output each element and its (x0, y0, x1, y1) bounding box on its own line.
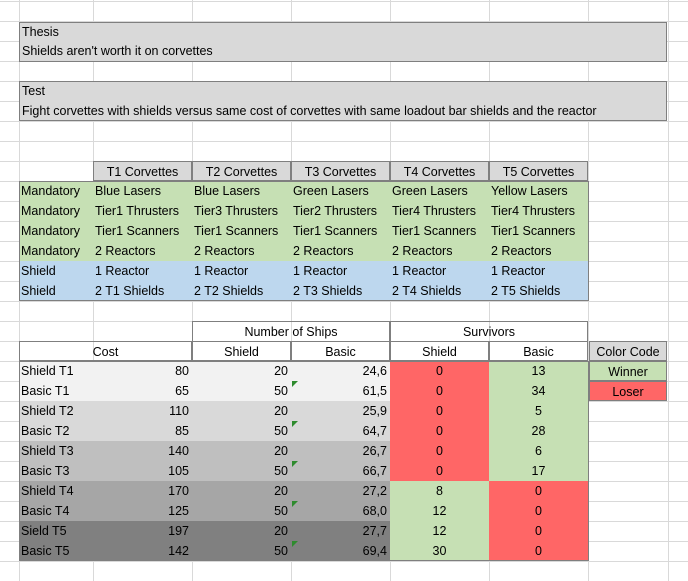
result-cost: 65 (93, 381, 192, 401)
result-survivors-shield: 0 (390, 381, 489, 401)
loadout-column-header: T5 Corvettes (489, 161, 588, 181)
result-row-name: Sield T5 (19, 521, 93, 541)
result-survivors-basic: 0 (489, 501, 588, 521)
loadout-row-label: Mandatory (19, 201, 93, 221)
result-row-name: Shield T2 (19, 401, 93, 421)
loadout-cell: Yellow Lasers (489, 181, 588, 201)
loadout-column-header: T4 Corvettes (390, 161, 489, 181)
result-ships-shield: 20 (192, 521, 291, 541)
loadout-cell: 2 Reactors (489, 241, 588, 261)
result-survivors-shield: 8 (390, 481, 489, 501)
result-ships-basic: 66,7 (291, 461, 390, 481)
loadout-cell: 1 Reactor (390, 261, 489, 281)
result-cost: 80 (93, 361, 192, 381)
loadout-cell: 1 Reactor (291, 261, 390, 281)
result-survivors-basic: 0 (489, 521, 588, 541)
result-survivors-basic: 6 (489, 441, 588, 461)
result-survivors-basic: 28 (489, 421, 588, 441)
result-survivors-shield: 30 (390, 541, 489, 561)
result-survivors-shield: 0 (390, 361, 489, 381)
loadout-row-label: Mandatory (19, 221, 93, 241)
loadout-row-label: Shield (19, 261, 93, 281)
ships-group-header: Number of Ships (192, 321, 390, 341)
survivors-shield-header: Shield (390, 341, 489, 361)
loadout-cell: 2 T1 Shields (93, 281, 192, 301)
test-heading: Test (22, 84, 45, 98)
test-text: Fight corvettes with shields versus same cost of corvettes with same loadout bar shields and the reactor (22, 104, 597, 118)
result-cost: 197 (93, 521, 192, 541)
winner-legend: Winner (589, 361, 667, 381)
survivors-basic-header: Basic (489, 341, 588, 361)
result-ships-basic: 68,0 (291, 501, 390, 521)
loadout-column-header: T2 Corvettes (192, 161, 291, 181)
result-ships-shield: 50 (192, 461, 291, 481)
loser-legend: Loser (589, 381, 667, 401)
result-ships-basic: 24,6 (291, 361, 390, 381)
result-row-name: Basic T5 (19, 541, 93, 561)
loadout-cell: 2 T3 Shields (291, 281, 390, 301)
result-survivors-basic: 5 (489, 401, 588, 421)
result-survivors-shield: 0 (390, 441, 489, 461)
result-cost: 142 (93, 541, 192, 561)
result-ships-basic: 69,4 (291, 541, 390, 561)
result-survivors-basic: 13 (489, 361, 588, 381)
result-cost: 170 (93, 481, 192, 501)
result-survivors-basic: 0 (489, 481, 588, 501)
loadout-cell: Tier1 Scanners (291, 221, 390, 241)
result-cost: 140 (93, 441, 192, 461)
loadout-cell: Green Lasers (390, 181, 489, 201)
result-row-name: Basic T3 (19, 461, 93, 481)
result-cost: 85 (93, 421, 192, 441)
result-row-name: Basic T4 (19, 501, 93, 521)
loadout-cell: 2 Reactors (390, 241, 489, 261)
ships-shield-header: Shield (192, 341, 291, 361)
result-cost: 125 (93, 501, 192, 521)
gridline (668, 0, 669, 581)
loadout-row-label: Shield (19, 281, 93, 301)
loadout-cell: Tier4 Thrusters (390, 201, 489, 221)
loadout-row-label: Mandatory (19, 241, 93, 261)
cost-column-header: Cost (19, 341, 192, 361)
loadout-cell: Tier4 Thrusters (489, 201, 588, 221)
result-ships-basic: 61,5 (291, 381, 390, 401)
result-ships-shield: 20 (192, 441, 291, 461)
loadout-column-header: T3 Corvettes (291, 161, 390, 181)
color-code-heading: Color Code (589, 341, 667, 361)
loadout-cell: 2 T2 Shields (192, 281, 291, 301)
loadout-cell: Tier1 Thrusters (93, 201, 192, 221)
loadout-cell: Tier3 Thrusters (192, 201, 291, 221)
loadout-cell: Tier1 Scanners (489, 221, 588, 241)
loadout-row-label: Mandatory (19, 181, 93, 201)
result-survivors-shield: 0 (390, 461, 489, 481)
result-ships-basic: 64,7 (291, 421, 390, 441)
loadout-outline (19, 181, 589, 301)
gridline (0, 121, 688, 122)
result-survivors-shield: 0 (390, 421, 489, 441)
loadout-cell: 1 Reactor (489, 261, 588, 281)
gridline (0, 141, 688, 142)
gridline (0, 561, 688, 562)
loadout-cell: 1 Reactor (192, 261, 291, 281)
loadout-cell: Tier1 Scanners (390, 221, 489, 241)
results-outline (19, 361, 589, 561)
result-ships-shield: 20 (192, 401, 291, 421)
result-ships-basic: 27,7 (291, 521, 390, 541)
result-row-name: Shield T3 (19, 441, 93, 461)
loadout-cell: 2 Reactors (192, 241, 291, 261)
result-ships-basic: 27,2 (291, 481, 390, 501)
result-survivors-basic: 0 (489, 541, 588, 561)
loadout-cell: 2 T5 Shields (489, 281, 588, 301)
loadout-cell: Tier2 Thrusters (291, 201, 390, 221)
loadout-cell: Green Lasers (291, 181, 390, 201)
result-row-name: Basic T1 (19, 381, 93, 401)
loadout-cell: 2 Reactors (291, 241, 390, 261)
gridline (0, 1, 688, 2)
result-ships-shield: 50 (192, 381, 291, 401)
thesis-text: Shields aren't worth it on corvettes (22, 44, 213, 58)
result-row-name: Basic T2 (19, 421, 93, 441)
result-ships-basic: 25,9 (291, 401, 390, 421)
loadout-cell: Blue Lasers (192, 181, 291, 201)
loadout-cell: Tier1 Scanners (93, 221, 192, 241)
result-survivors-basic: 17 (489, 461, 588, 481)
result-survivors-shield: 12 (390, 501, 489, 521)
loadout-cell: 1 Reactor (93, 261, 192, 281)
gridline (0, 301, 688, 302)
result-ships-shield: 20 (192, 481, 291, 501)
result-survivors-shield: 12 (390, 521, 489, 541)
result-row-name: Shield T4 (19, 481, 93, 501)
result-cost: 105 (93, 461, 192, 481)
loadout-cell: 2 Reactors (93, 241, 192, 261)
result-ships-basic: 26,7 (291, 441, 390, 461)
loadout-cell: Tier1 Scanners (192, 221, 291, 241)
result-cost: 110 (93, 401, 192, 421)
result-ships-shield: 50 (192, 541, 291, 561)
loadout-cell: 2 T4 Shields (390, 281, 489, 301)
result-ships-shield: 50 (192, 421, 291, 441)
result-survivors-shield: 0 (390, 401, 489, 421)
loadout-column-header: T1 Corvettes (93, 161, 192, 181)
ships-basic-header: Basic (291, 341, 390, 361)
result-ships-shield: 50 (192, 501, 291, 521)
result-ships-shield: 20 (192, 361, 291, 381)
loadout-cell: Blue Lasers (93, 181, 192, 201)
thesis-heading: Thesis (22, 25, 59, 39)
result-row-name: Shield T1 (19, 361, 93, 381)
result-survivors-basic: 34 (489, 381, 588, 401)
survivors-group-header: Survivors (390, 321, 588, 341)
